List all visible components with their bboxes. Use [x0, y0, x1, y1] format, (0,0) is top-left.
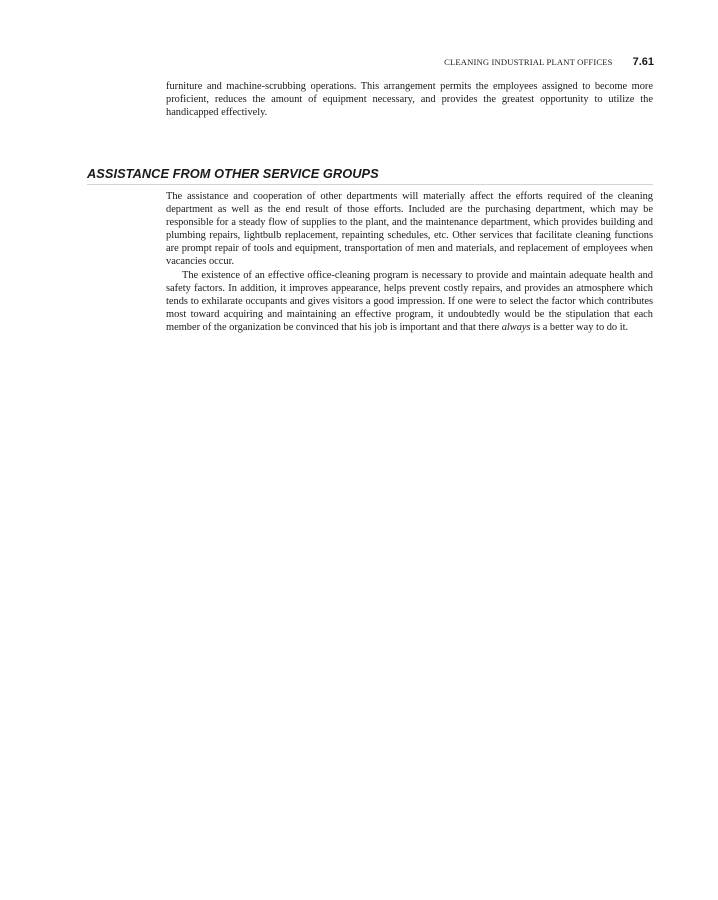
emphasized-word: always: [501, 321, 531, 333]
intro-text-block: [166, 80, 653, 119]
section-heading: ASSISTANCE FROM OTHER SERVICE GROUPS: [87, 166, 653, 185]
intro-paragraph: furniture and machine-scrubbing operations. This arrangement permits the employees assigned to become more proficient, reduces the amount of equipment necessary, and provides the greatest opportunity to utilize the handicapped effectively.: [166, 81, 653, 119]
section-body: [166, 190, 653, 334]
section-paragraph-1: The assistance and cooperation of other departments will materially affect the efforts required of the cleaning department as well as the end result of those efforts. Included are the purchasing department, which may be responsible for a steady flow of supplies to the plant, and the maintenance department, which provides building and plumbing repairs, lightbulb replacement, repainting schedules, etc. Other services that facilitate cleaning functions are prompt repair of tools and equipment, transportation of men and materials, and replacement of employees when vacancies occur.: [166, 191, 653, 268]
paragraph-2-ending: is a better way to do it.: [530, 321, 629, 333]
running-header: [165, 52, 654, 66]
paragraph-2-text: The existence of an effective office-cleaning program is necessary to provide and maintain adequate health and safety factors. In addition, it improves appearance, helps prevent costly repairs, and provides an atmosphere which tends to exhilarate occupants and gives visitors a good impression. If one were to select the factor which contributes most toward acquiring and maintaining an effective program, it undoubtedly would be the stipulation that each member of the organization be convinced that his job is important and that there: [166, 269, 653, 333]
section-paragraph-2: [166, 269, 653, 334]
page-number: 7.61: [632, 56, 654, 68]
running-title: CLEANING INDUSTRIAL PLANT OFFICES: [444, 57, 613, 67]
